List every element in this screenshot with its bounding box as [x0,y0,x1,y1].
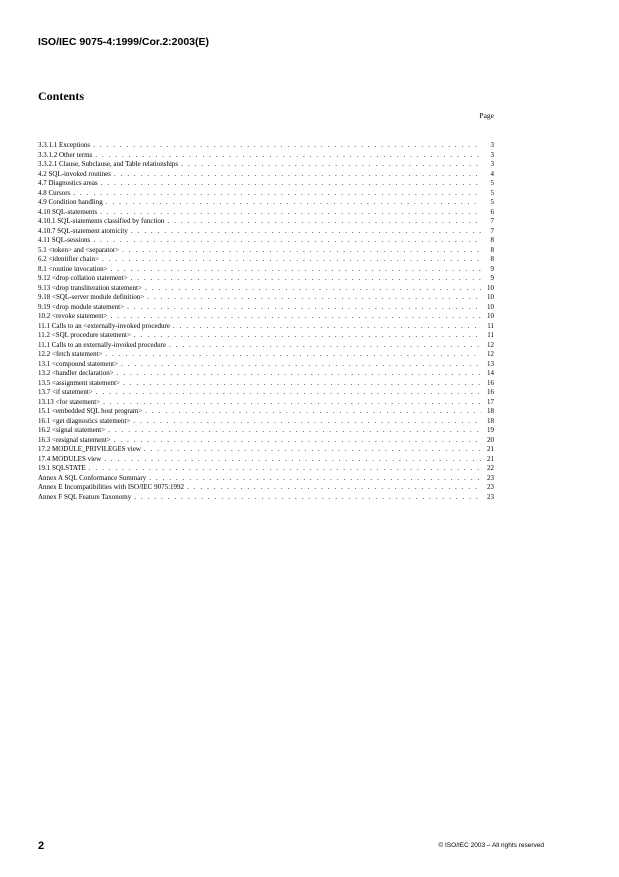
toc-entry-title: 16.3 <resignal statement> [38,435,111,444]
toc-entry-title: 15.1 <embedded SQL host program> [38,407,143,415]
toc-entry[interactable] [38,379,494,389]
toc-dot-leader [104,455,481,465]
toc-dot-leader [101,179,481,189]
toc-dot-leader [167,217,481,227]
toc-dot-leader [122,246,481,256]
toc-dot-leader [93,236,481,246]
toc-dot-leader [89,464,481,474]
toc-dot-leader [173,322,481,332]
toc-dot-leader [117,369,481,379]
toc-entry-page: 9 [490,274,494,282]
toc-entry-title: 12.2 <fetch statement> [38,350,103,358]
toc-entry-title: Annex F SQL Feature Taxonomy [38,492,132,501]
toc-entry-page: 21 [487,445,494,453]
toc-dot-leader [100,208,481,218]
toc-entry[interactable] [38,369,494,379]
toc-dot-leader [73,189,481,199]
toc-entry-title: 17.2 MODULE_PRIVILEGES view [38,445,141,453]
toc-entry-page: 3 [490,160,494,168]
toc-dot-leader [106,198,481,208]
toc-entry-title: 4.10.7 SQL-statement atomicity [38,226,128,235]
toc-dot-leader [111,312,481,322]
toc-entry-title: Annex A SQL Conformance Summary [38,473,147,482]
toc-entry-title: 8.1 <routine invocation> [38,264,108,273]
toc-entry-title: 4.7 Diagnostics areas [38,179,98,187]
toc-dot-leader [181,160,481,170]
toc-entry-page: 11 [487,321,494,330]
toc-entry-page: 8 [490,255,494,263]
toc-entry-title: 5.1 <token> and <separator> [38,245,120,254]
toc-entry[interactable] [38,265,494,275]
toc-entry[interactable] [38,217,494,227]
toc-entry[interactable] [38,293,494,303]
toc-entry-title: 4.10.1 SQL-statements classified by function [38,217,165,225]
toc-entry-page: 6 [490,207,494,216]
toc-entry-page: 5 [490,198,494,206]
toc-entry[interactable] [38,483,494,493]
toc-entry[interactable] [38,198,494,208]
toc-entry-title: 3.3.1.2 Other terms [38,150,93,159]
toc-entry[interactable] [38,360,494,370]
toc-entry-page: 10 [487,293,494,301]
toc-dot-leader [93,141,481,151]
copyright-notice: © ISO/IEC 2003 – All rights reserved [438,842,544,849]
toc-entry-title: 9.13 <drop transliteration statement> [38,283,142,292]
toc-entry-page: 7 [490,226,494,235]
toc-entry-page: 20 [487,435,494,444]
document-header: ISO/IEC 9075-4:1999/Cor.2:2003(E) [38,36,210,48]
toc-dot-leader [169,341,481,351]
toc-entry-page: 8 [490,236,494,244]
toc-entry-title: 4.9 Condition handling [38,198,103,206]
toc-entry-title: 9.12 <drop collation statement> [38,274,128,282]
toc-entry-page: 19 [487,426,494,434]
toc-entry-title: 4.10 SQL-statements [38,207,98,216]
toc-entry-title: 19.1 SQLSTATE [38,464,86,472]
toc-entry-title: 11.1 Calls to an <externally-invoked procedure [38,321,170,330]
toc-entry[interactable] [38,426,494,436]
toc-entry-page: 23 [487,483,494,491]
toc-entry[interactable] [38,303,494,313]
toc-entry[interactable] [38,227,494,237]
toc-entry-title: 6.2 <identifier chain> [38,255,99,263]
toc-entry-page: 16 [487,388,494,396]
toc-entry-page: 18 [487,416,494,425]
contents-heading: Contents [38,89,85,103]
toc-dot-leader [144,445,481,455]
toc-entry[interactable] [38,179,494,189]
toc-entry[interactable] [38,445,494,455]
toc-entry[interactable] [38,236,494,246]
toc-entry-title: Annex E Incompatibilities with ISO/IEC 9075:1992 [38,483,185,491]
toc-dot-leader [111,265,481,275]
toc-entry-page: 23 [487,473,494,482]
toc-dot-leader [121,360,481,370]
toc-dot-leader [133,417,481,427]
toc-entry-title: 9.18 <SQL-server module definition> [38,293,145,301]
toc-dot-leader [134,331,481,341]
toc-entry[interactable] [38,284,494,294]
toc-entry[interactable] [38,341,494,351]
toc-entry[interactable] [38,474,494,484]
toc-entry[interactable] [38,312,494,322]
toc-entry-title: 13.1 <compound statement> [38,359,119,368]
table-of-contents [38,141,494,502]
toc-entry-page: 21 [487,454,494,463]
toc-entry[interactable] [38,170,494,180]
toc-entry[interactable] [38,455,494,465]
toc-entry-page: 3 [490,141,494,149]
toc-entry-page: 10 [487,312,494,320]
toc-entry-title: 11.2 <SQL procedure statement> [38,331,131,339]
toc-entry[interactable] [38,274,494,284]
toc-dot-leader [131,227,481,237]
toc-dot-leader [105,350,481,360]
toc-dot-leader [127,303,481,313]
toc-entry-title: 10.2 <revoke statement> [38,312,108,320]
toc-entry-title: 9.19 <drop module statement> [38,302,125,311]
toc-entry-page: 18 [487,407,494,415]
toc-entry-page: 16 [487,378,494,387]
toc-entry-page: 8 [490,245,494,254]
toc-entry[interactable] [38,464,494,474]
toc-dot-leader [114,170,481,180]
toc-dot-leader [96,388,481,398]
toc-dot-leader [103,398,481,408]
toc-entry-page: 12 [487,340,494,349]
toc-entry-page: 10 [487,302,494,311]
toc-entry-title: 11.1 Calls to an externally-invoked procedure [38,340,167,349]
toc-entry-page: 23 [487,492,494,501]
toc-entry-page: 17 [487,397,494,406]
toc-dot-leader [123,379,481,389]
toc-entry-page: 10 [487,283,494,292]
toc-dot-leader [108,426,481,436]
toc-entry-page: 14 [487,369,494,377]
toc-entry-title: 4.11 SQL-sessions [38,236,91,244]
toc-entry-page: 13 [487,359,494,368]
toc-entry[interactable] [38,246,494,256]
toc-dot-leader [147,293,481,303]
toc-entry-title: 16.2 <signal statement> [38,426,106,434]
toc-entry[interactable] [38,160,494,170]
toc-dot-leader [134,493,481,503]
toc-entry-title: 13.13 <for statement> [38,397,101,406]
toc-entry-title: 4.2 SQL-invoked routines [38,169,111,178]
toc-entry[interactable] [38,331,494,341]
toc-entry-page: 12 [487,350,494,358]
toc-entry[interactable] [38,417,494,427]
toc-entry-title: 4.8 Cursors [38,188,71,197]
toc-entry[interactable] [38,388,494,398]
toc-entry[interactable] [38,151,494,161]
toc-entry[interactable] [38,436,494,446]
toc-entry-title: 16.1 <get diagnostics statement> [38,416,131,425]
toc-entry-title: 17.4 MODULES view [38,454,102,463]
toc-entry[interactable] [38,350,494,360]
toc-entry-title: 3.3.1.1 Exceptions [38,141,91,149]
toc-dot-leader [145,407,481,417]
toc-dot-leader [149,474,481,484]
toc-dot-leader [95,151,481,161]
toc-entry[interactable] [38,255,494,265]
toc-entry[interactable] [38,493,494,503]
toc-entry-page: 3 [490,150,494,159]
toc-dot-leader [145,284,481,294]
page-number: 2 [38,840,45,852]
toc-entry-title: 3.3.2.1 Clause, Subclause, and Table relationships [38,160,179,168]
toc-entry[interactable] [38,189,494,199]
toc-dot-leader [131,274,481,284]
toc-entry[interactable] [38,322,494,332]
page-column-label: Page [479,111,494,120]
toc-entry[interactable] [38,141,494,151]
toc-entry-page: 22 [487,464,494,472]
toc-dot-leader [187,483,481,493]
toc-entry-page: 4 [490,169,494,178]
toc-dot-leader [102,255,481,265]
toc-entry-page: 11 [487,331,494,339]
toc-entry-title: 13.7 <if statement> [38,388,93,396]
toc-entry-page: 9 [490,264,494,273]
toc-entry[interactable] [38,208,494,218]
toc-entry[interactable] [38,398,494,408]
toc-dot-leader [114,436,481,446]
toc-entry[interactable] [38,407,494,417]
toc-entry-title: 13.2 <handler declaration> [38,369,114,377]
toc-entry-page: 7 [490,217,494,225]
toc-entry-page: 5 [490,179,494,187]
toc-entry-title: 13.5 <assignment statement> [38,378,120,387]
toc-entry-page: 5 [490,188,494,197]
